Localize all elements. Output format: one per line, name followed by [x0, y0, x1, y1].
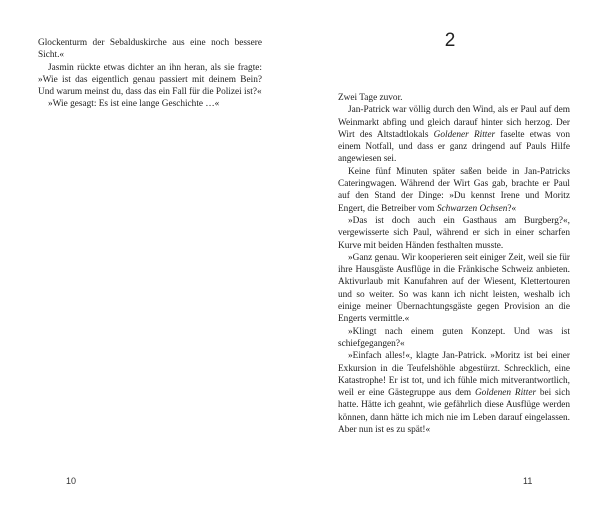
paragraph-text: ?« [507, 203, 517, 214]
paragraph [338, 166, 570, 215]
paragraph-text: »Klingt nach einem guten Konzept. Und was ist schiefgegangen?« [338, 326, 570, 349]
italic-text: Goldener Ritter [433, 129, 496, 140]
right-page-number: 11 [523, 476, 533, 486]
left-page-number: 10 [66, 476, 77, 486]
paragraph [38, 37, 262, 62]
paragraph [38, 98, 262, 110]
paragraph-text: Zwei Tage zuvor. [338, 93, 403, 103]
paragraph [338, 350, 570, 436]
paragraph-text: Jan-Patrick war völlig durch den Wind, als er Paul auf dem Weinmarkt abfing und gleich darauf hinter sich herzog. Der Wirt des Altstadtlokals [338, 105, 570, 140]
paragraph [338, 326, 570, 351]
paragraph [38, 62, 262, 99]
paragraph-text: Keine fünf Minuten später saßen beide in Jan-Patricks Cateringwagen. Während der Wirt Gas gab, brachte er Paul auf den Stand der Dinge: »Du kennst Irene und Moritz Engert, die Betreiber vom [338, 166, 570, 214]
paragraph [338, 215, 570, 252]
paragraph-text: faselte etwas von einem Notfall, und dass er ganz dringend auf Pauls Hilfe angewiesen sei. [338, 129, 570, 165]
paragraph-text: Glockenturm der Sebalduskirche aus eine noch bessere Sicht.« [38, 38, 262, 61]
right-page [300, 0, 600, 506]
paragraph [338, 104, 570, 165]
paragraph [338, 92, 570, 104]
chapter-number: 2 [444, 30, 456, 51]
paragraph-text: »Einfach alles!«, klagte Jan-Patrick. »Moritz ist bei einer Exkursion in die Teufelshöhle abgestürzt. Schrecklich, eine Katastrophe! Er ist tot, und ich fühle mich mitverantwortlich, weil er eine Gästegruppe aus dem [338, 351, 570, 399]
italic-text: Goldenen Ritter [474, 388, 537, 399]
paragraph-text: bei sich hatte. Hätte ich geahnt, wie gefährlich diese Ausflüge werden können, dann hätte ich mich nie im Leben darauf eingelassen. Aber nun ist es zu spät!« [338, 388, 571, 436]
paragraph-text: »Wie gesagt: Es ist eine lange Geschichte …« [48, 99, 220, 110]
paragraph [338, 252, 570, 326]
paragraph-text: Jasmin rückte etwas dichter an ihn heran, als sie fragte: »Wie ist das eigentlich genau passiert mit deinem Bein? Und warum meinst du, dass das ein Fall für die Polizei ist?« [38, 62, 262, 98]
paragraph-text: »Das ist doch auch ein Gasthaus am Burgberg?«, vergewisserte sich Paul, während er sich in einer scharfen Kurve mit beiden Händen festhalten musste. [338, 215, 570, 251]
paragraph-text: »Ganz genau. Wir kooperieren seit einiger Zeit, weil sie für ihre Hausgäste Ausflüge in die Fränkische Schweiz anbieten. Aktivurlaub mit Kanufahren auf der Wiesent, Klettertouren und so weiter. So was kann ich nicht leisten, weshalb ich einige meiner Übernachtungsgäste gegen Provision an die Engerts vermittle.« [338, 252, 570, 325]
right-page-text [338, 92, 570, 436]
left-page-text [38, 37, 262, 111]
italic-text: Schwarzen Ochsen [436, 203, 508, 214]
